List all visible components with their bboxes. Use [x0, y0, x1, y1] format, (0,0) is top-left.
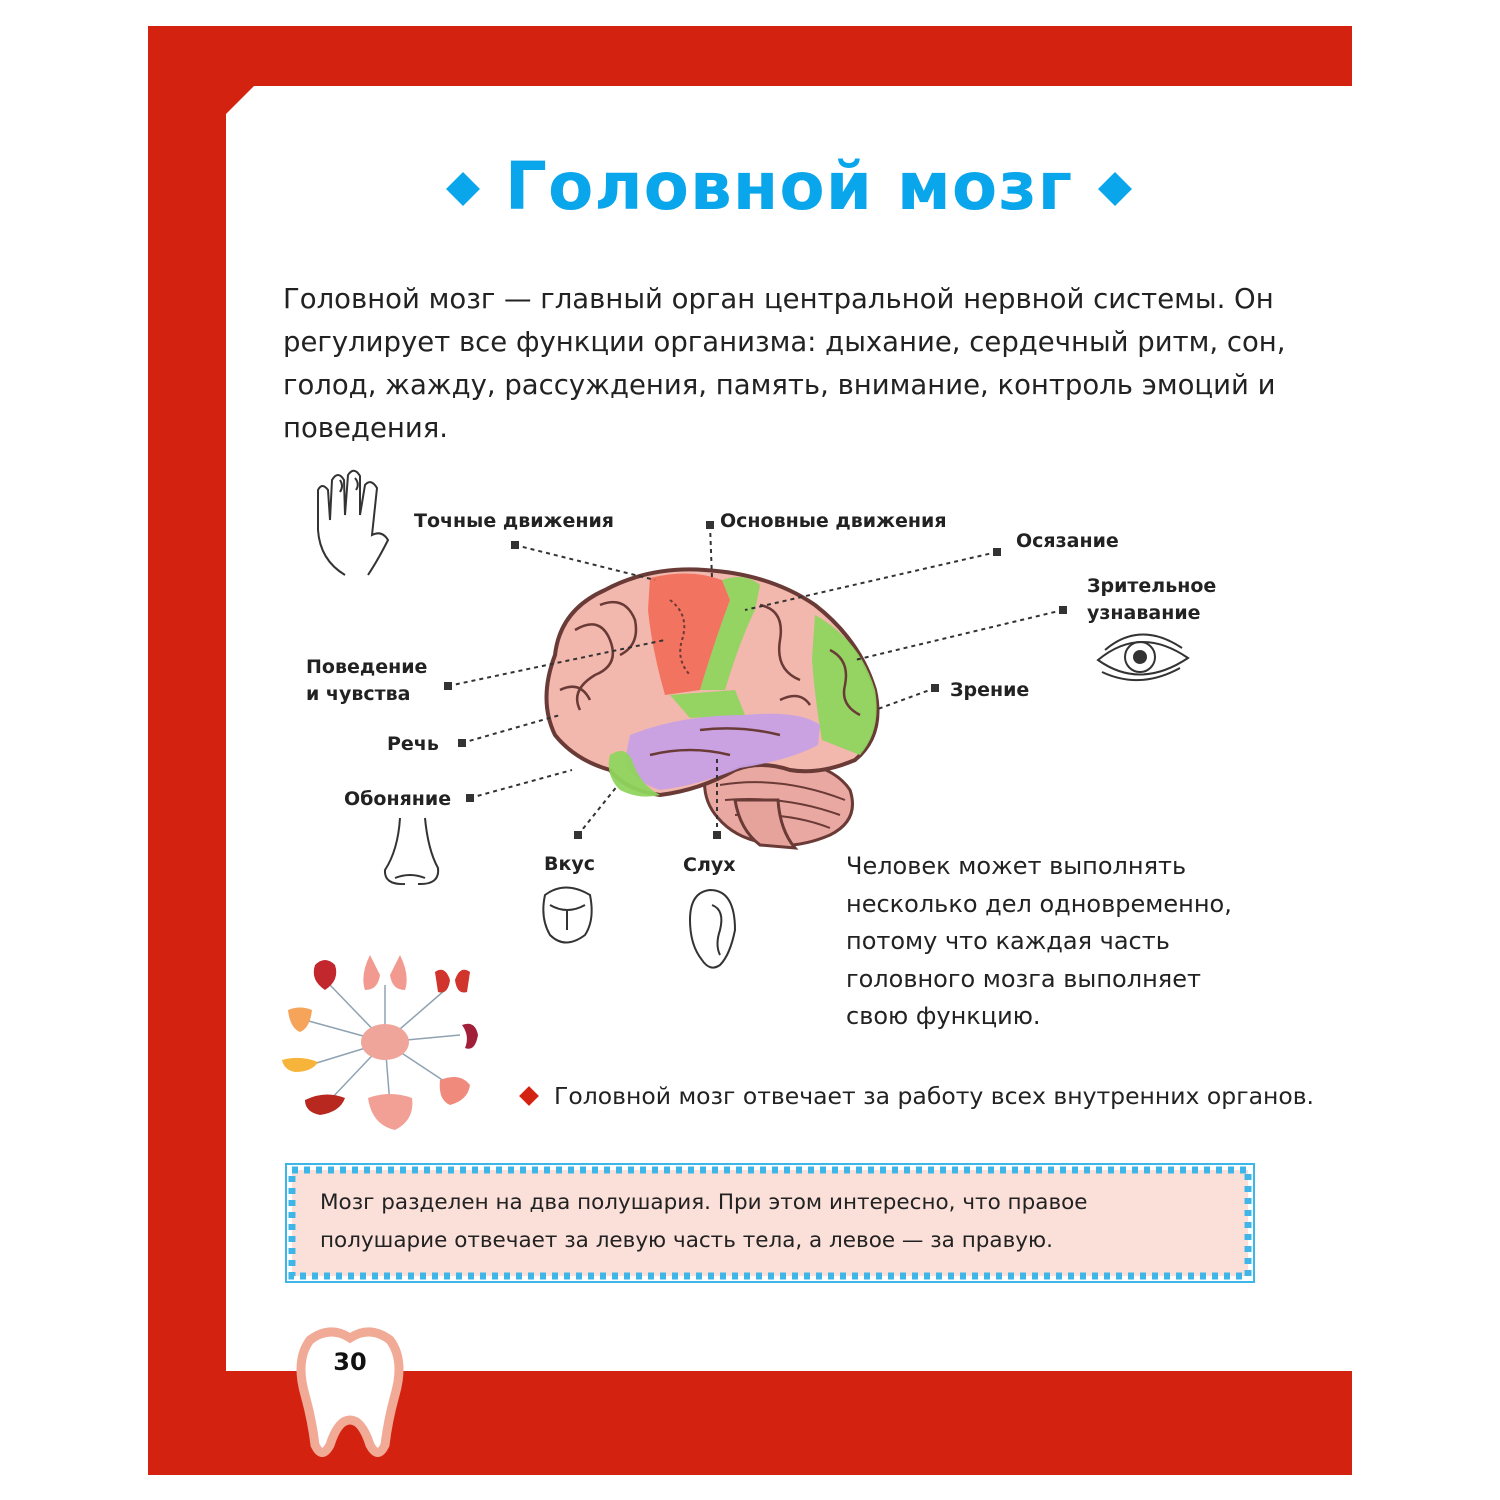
intestines-icon	[368, 1094, 412, 1130]
fact-box	[286, 1164, 1254, 1282]
label-speech: Речь	[387, 733, 439, 755]
label-touch: Осязание	[1016, 530, 1119, 552]
multitasking-note: Человек может выполнять несколько дел одновременно, потому что каждая часть головного мозга выполняет свою функцию.	[846, 852, 1232, 1030]
organs-statement-text: Головной мозг отвечает за работу всех внутренних органов.	[554, 1082, 1315, 1110]
label-behavior-line2: и чувства	[306, 683, 411, 705]
label-hearing: Слух	[683, 854, 736, 876]
label-visual-recognition-line2: узнавание	[1087, 602, 1201, 624]
label-basic-movements: Основные движения	[720, 510, 947, 532]
spleen-icon	[462, 1024, 478, 1049]
kidneys-icon	[435, 970, 470, 993]
nose-icon	[385, 818, 438, 884]
label-behavior-line1: Поведение	[306, 656, 428, 678]
brain-illustration	[547, 569, 878, 848]
page-number: 30	[333, 1348, 367, 1376]
organs-illustration	[282, 955, 478, 1130]
ear-icon	[690, 890, 735, 968]
label-vision: Зрение	[950, 679, 1030, 701]
page-title: Головной мозг	[504, 147, 1074, 225]
brain-organ-icon	[361, 1024, 409, 1060]
organs-statement	[522, 1082, 1314, 1110]
intro-paragraph: Головной мозг — главный орган центральной нервной системы. Он регулирует все функции организма: дыхание, сердечный ритм, сон, голод, жажду, рассуждения, память, внимание, контроль эмоций и поведения.	[283, 283, 1286, 444]
bullet-diamond-icon	[519, 1086, 539, 1106]
label-taste: Вкус	[544, 853, 596, 875]
liver-icon	[305, 1094, 345, 1115]
bladder-icon	[288, 1008, 312, 1033]
label-fine-movements: Точные движения	[414, 510, 614, 532]
fact-box-text: Мозг разделен на два полушария. При этом интересно, что правое полушарие отвечает за левую часть тела, а левое — за правую.	[320, 1190, 1088, 1253]
hand-icon	[318, 471, 388, 575]
stomach-icon	[440, 1077, 470, 1105]
pancreas-icon	[282, 1058, 318, 1072]
tongue-icon	[543, 888, 591, 943]
heart-icon	[314, 960, 337, 990]
label-smell: Обоняние	[344, 788, 452, 810]
lungs-icon	[363, 955, 406, 990]
eye-icon	[1098, 634, 1188, 680]
label-visual-recognition-line1: Зрительное	[1087, 575, 1217, 597]
